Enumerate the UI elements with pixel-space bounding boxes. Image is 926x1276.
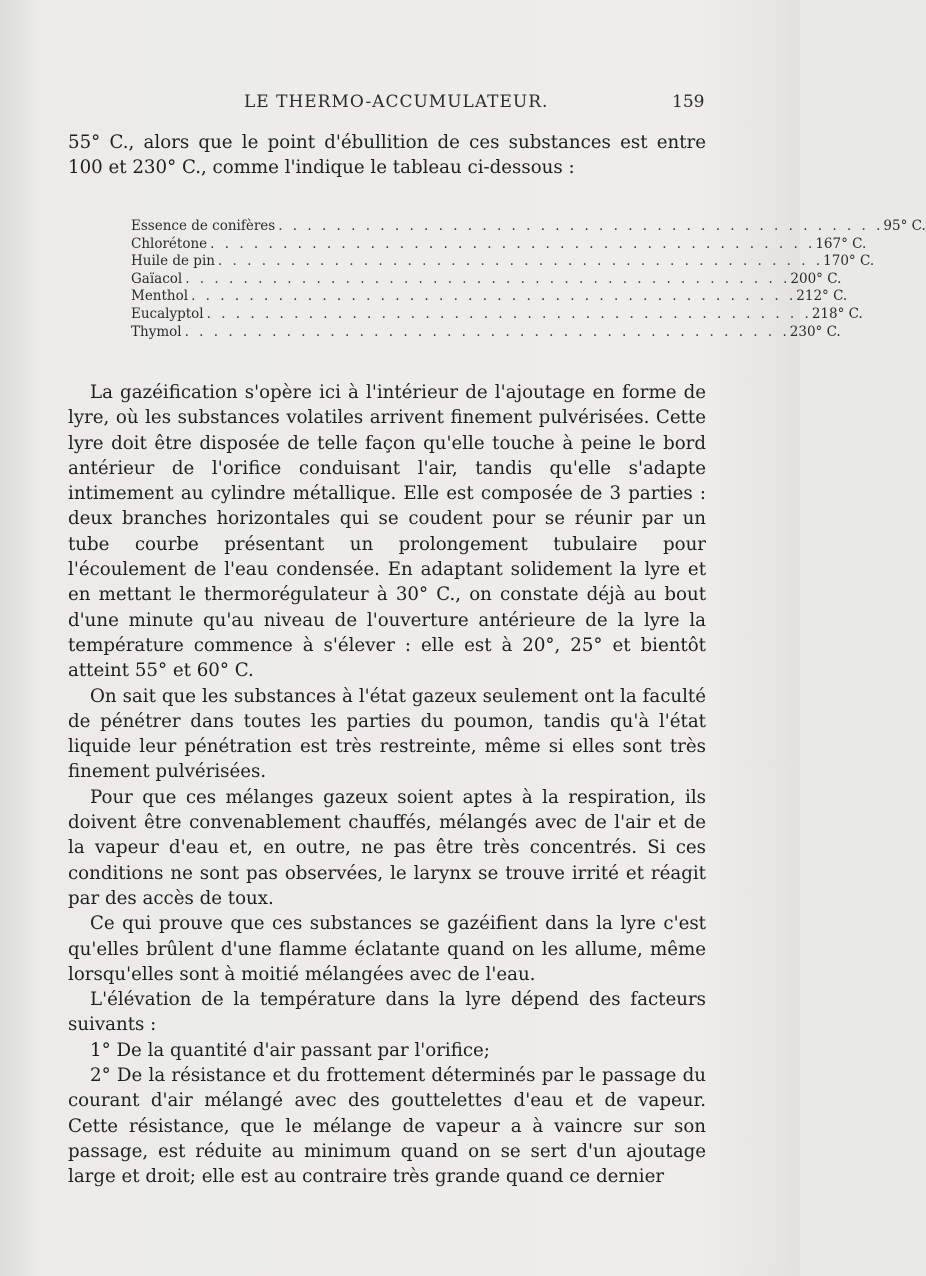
- boiling-temperature: 212° C.: [796, 288, 848, 305]
- intro-paragraph: 55° C., alors que le point d'ébullition de ces substances est entre 100 et 230° C., comme l'indique le tableau ci-dessous :: [68, 132, 706, 179]
- boiling-temperature: 170° C.: [823, 253, 875, 270]
- boiling-temperature: 218° C.: [811, 305, 863, 322]
- paragraph: Pour que ces mélanges gazeux soient aptes à la respiration, ils doivent être convenablement chauffés, mélangés avec de l'air et de la vapeur d'eau et, en outre, ne pas être très concentrés. Si ces conditions ne sont pas observées, le larynx se trouve irrité et réagit par des accès de toux.: [68, 786, 706, 909]
- dot-leader: . . . . . . . . . . . . . . . . . . . . . . . . . . . . . . . . . . . . . . . . . .: [206, 305, 812, 322]
- substance-name: Gaïacol: [131, 270, 183, 287]
- page-number: 159: [672, 92, 705, 112]
- paragraph: L'élévation de la température dans la lyre dépend des facteurs suivants :: [68, 989, 706, 1036]
- boiling-temperature: 95° C.: [883, 218, 926, 234]
- table-row: [131, 235, 867, 254]
- substance-name: Thymol: [131, 323, 182, 340]
- list-item: 1° De la quantité d'air passant par l'orifice;: [90, 1039, 490, 1061]
- substance-name: Eucalyptol: [131, 305, 204, 322]
- dot-leader: . . . . . . . . . . . . . . . . . . . . . . . . . . . . . . . . . . . . . . . . . .: [185, 270, 791, 287]
- substance-name: Huile de pin: [131, 253, 215, 270]
- page-header: [0, 92, 800, 116]
- paragraph: La gazéification s'opère ici à l'intérieur de l'ajoutage en forme de lyre, où les substances volatiles arrivent finement pulvérisées. Cette lyre doit être disposée de telle façon qu'elle touche à peine le bord antérieur de l'orifice conduisant l'air, tandis qu'elle s'adapte intimement au cylindre métallique. Elle est composée de 3 parties : deux branches horizontales qui se coudent pour se réunir par un tube courbe présentant un prolongement tubulaire pour l'écoulement de l'eau condensée. En adaptant solidement la lyre et en mettant le thermorégulateur à 30° C., on constate déjà au bout d'une minute qu'au niveau de l'ouverture antérieure de la lyre la température commence à s'élever : elle est à 20°, 25° et bientôt atteint 55° et 60° C.: [68, 382, 706, 682]
- substance-name: Menthol: [131, 288, 189, 305]
- dot-leader: . . . . . . . . . . . . . . . . . . . . . . . . . . . . . . . . . . . . . . . . . .: [210, 235, 816, 252]
- boiling-point-table: [131, 218, 926, 341]
- dot-leader: . . . . . . . . . . . . . . . . . . . . . . . . . . . . . . . . . . . . . . . . . .: [191, 288, 797, 305]
- list-item: 2° De la résistance et du frottement déterminés par le passage du courant d'air mélangé avec des gouttelettes d'eau et de vapeur. Cette résistance, que le mélange de vapeur a à vaincre sur son passage, est réduite au minimum quand on se sert d'un ajoutage large et droit; elle est au contraire très grande quand ce dernier: [68, 1065, 706, 1188]
- table-row: [131, 253, 875, 271]
- dot-leader: . . . . . . . . . . . . . . . . . . . . . . . . . . . . . . . . . . . . . . . . . .: [217, 253, 824, 270]
- boiling-temperature: 200° C.: [790, 270, 842, 287]
- table-row: [131, 305, 863, 324]
- paragraph: On sait que les substances à l'état gazeux seulement ont la faculté de pénétrer dans toutes les parties du poumon, tandis qu'à l'état liquide leur pénétration est très restreinte, même si elles sont très finement pulvérisées.: [68, 685, 706, 783]
- substance-name: Essence de conifères: [131, 218, 276, 234]
- substance-name: Chlorétone: [131, 235, 208, 252]
- body-text: [68, 380, 706, 1190]
- running-title: LE THERMO-ACCUMULATEUR.: [244, 92, 549, 112]
- table-row: [131, 270, 842, 289]
- dot-leader: . . . . . . . . . . . . . . . . . . . . . . . . . . . . . . . . . . . . . . . . . .: [278, 218, 884, 234]
- boiling-temperature: 167° C.: [815, 235, 867, 252]
- dot-leader: . . . . . . . . . . . . . . . . . . . . . . . . . . . . . . . . . . . . . . . . . .: [184, 323, 790, 340]
- paragraph: Ce qui prouve que ces substances se gazéifient dans la lyre c'est qu'elles brûlent d'une flamme éclatante quand on les allume, même lorsqu'elles sont à moitié mélangées avec de l'eau.: [68, 913, 706, 985]
- table-row: [131, 218, 926, 236]
- intro-paragraph-block: [68, 130, 706, 181]
- table-row: [131, 323, 841, 342]
- boiling-temperature: 230° C.: [789, 323, 841, 340]
- table-row: [131, 288, 848, 306]
